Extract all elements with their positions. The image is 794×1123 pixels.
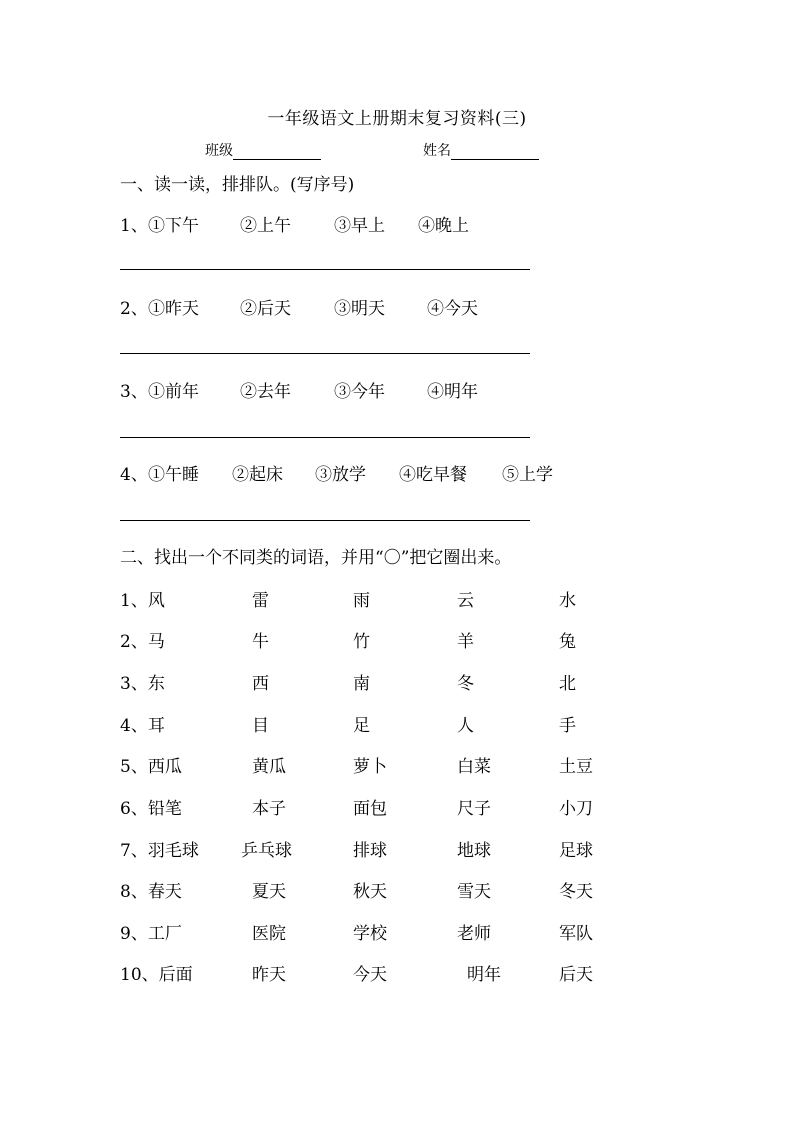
word-cell: 冬 — [457, 674, 474, 694]
word-cell: 雷 — [252, 591, 269, 611]
word-cell: 雨 — [353, 591, 370, 611]
word-cell: 目 — [252, 716, 269, 736]
option: ⑤上学 — [502, 465, 553, 485]
word-cell: 9、工厂 — [120, 924, 182, 944]
word-cell: 秋天 — [353, 882, 387, 902]
word-cell: 冬天 — [559, 882, 593, 902]
word-cell: 足 — [353, 716, 370, 736]
word-cell: 白菜 — [457, 757, 491, 777]
name-label: 姓名 — [423, 143, 451, 159]
word-cell: 医院 — [252, 924, 286, 944]
option: ④明年 — [427, 382, 478, 402]
option: ①下午 — [148, 216, 199, 236]
page-title: 一年级语文上册期末复习资料(三) — [267, 109, 527, 129]
word-cell: 乒乓球 — [241, 841, 292, 861]
word-cell: 老师 — [457, 924, 491, 944]
option: ④今天 — [427, 299, 478, 319]
word-cell: 8、春天 — [120, 882, 182, 902]
question-number: 2、 — [120, 299, 148, 319]
option: ①前年 — [148, 382, 199, 402]
word-cell: 后天 — [559, 965, 593, 985]
word-cell: 今天 — [353, 965, 387, 985]
class-field — [205, 140, 321, 160]
option: ①昨天 — [148, 299, 199, 319]
word-cell: 黄瓜 — [252, 757, 286, 777]
answer-line[interactable] — [120, 353, 530, 354]
word-cell: 足球 — [559, 841, 593, 861]
word-cell: 面包 — [353, 799, 387, 819]
option: ②去年 — [240, 382, 291, 402]
section2-heading: 二、找出一个不同类的词语，并用“〇”把它圈出来。 — [120, 548, 512, 568]
word-cell: 手 — [559, 716, 576, 736]
word-cell: 昨天 — [252, 965, 286, 985]
answer-line[interactable] — [120, 520, 530, 521]
word-cell: 西 — [252, 674, 269, 694]
option: ④吃早餐 — [399, 465, 467, 485]
word-cell: 明年 — [467, 965, 501, 985]
answer-line[interactable] — [120, 269, 530, 270]
word-cell: 排球 — [353, 841, 387, 861]
word-cell: 学校 — [353, 924, 387, 944]
word-cell: 夏天 — [252, 882, 286, 902]
word-cell: 4、耳 — [120, 716, 165, 736]
option: ①午睡 — [148, 465, 199, 485]
word-cell: 南 — [353, 674, 370, 694]
option: ③放学 — [315, 465, 366, 485]
word-cell: 10、后面 — [120, 965, 193, 985]
question-number: 1、 — [120, 216, 148, 236]
word-cell: 竹 — [353, 632, 370, 652]
option: ②起床 — [232, 465, 283, 485]
word-cell: 羊 — [457, 632, 474, 652]
word-cell: 北 — [559, 674, 576, 694]
word-cell: 小刀 — [559, 799, 593, 819]
word-cell: 本子 — [252, 799, 286, 819]
word-cell: 7、羽毛球 — [120, 841, 199, 861]
name-field — [423, 140, 539, 160]
option: ②后天 — [240, 299, 291, 319]
question-number: 3、 — [120, 382, 148, 402]
word-cell: 兔 — [559, 632, 576, 652]
option: ③今年 — [334, 382, 385, 402]
word-cell: 军队 — [559, 924, 593, 944]
name-input-line[interactable] — [451, 144, 539, 160]
option: ④晚上 — [418, 216, 469, 236]
word-cell: 6、铅笔 — [120, 799, 182, 819]
word-cell: 萝卜 — [353, 757, 387, 777]
option: ③明天 — [334, 299, 385, 319]
word-cell: 牛 — [252, 632, 269, 652]
class-input-line[interactable] — [233, 144, 321, 160]
word-cell: 1、风 — [120, 591, 165, 611]
word-cell: 地球 — [457, 841, 491, 861]
word-cell: 雪天 — [457, 882, 491, 902]
word-cell: 水 — [559, 591, 576, 611]
word-cell: 5、西瓜 — [120, 757, 182, 777]
word-cell: 尺子 — [457, 799, 491, 819]
option: ②上午 — [240, 216, 291, 236]
section1-heading: 一、读一读，排排队。(写序号) — [120, 175, 355, 195]
class-label: 班级 — [205, 143, 233, 159]
word-cell: 云 — [457, 591, 474, 611]
word-cell: 3、东 — [120, 674, 165, 694]
word-cell: 2、马 — [120, 632, 165, 652]
option: ③早上 — [334, 216, 385, 236]
word-cell: 人 — [457, 716, 474, 736]
question-number: 4、 — [120, 465, 148, 485]
answer-line[interactable] — [120, 437, 530, 438]
word-cell: 土豆 — [559, 757, 593, 777]
